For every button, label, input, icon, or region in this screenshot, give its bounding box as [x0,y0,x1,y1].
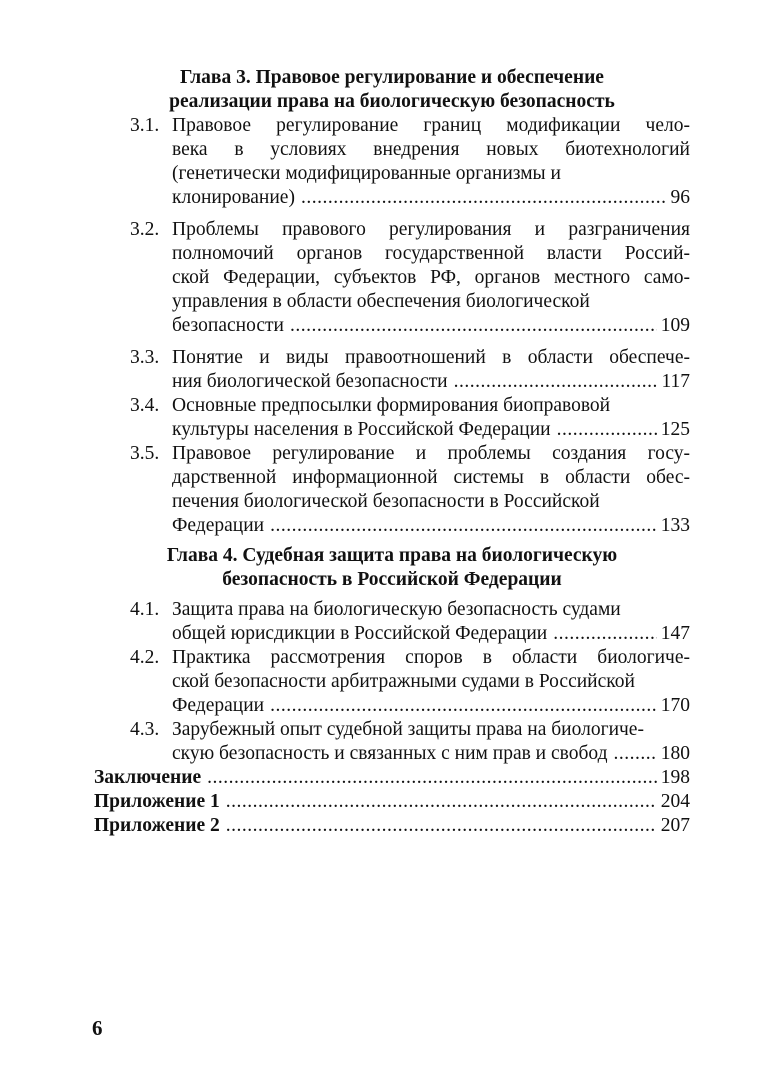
entry-text-last: Федерации [172,515,265,536]
entry-line [94,814,690,838]
entry-number: 3.3. [130,347,160,368]
entry-last-line [172,370,690,394]
entry-number: 3.5. [130,443,160,464]
entry-text-line: печения биологической безопасности в Российской [172,491,600,512]
chapter-3-heading [94,66,690,114]
entry-text-line: дарственной информационной системы в области обес- [172,467,690,488]
entry-text-line: Понятие и виды правоотношений в области обеспече- [172,347,690,368]
entry-text-last: Федерации [172,695,265,716]
dot-leader [553,622,657,646]
entry-page-number: 204 [660,791,690,812]
toc-entry-appendix-1[interactable] [94,790,690,814]
entry-text-last: клонирование) [172,187,295,208]
entry-number: 3.4. [130,395,160,416]
entry-title: Заключение [94,767,202,788]
entry-last-line [172,514,690,538]
entry-line [94,790,690,814]
page-number: 6 [92,1016,103,1040]
entry-text-last: скую безопасность и связанных с ним прав и свобод [172,743,608,764]
entry-text-line: Правовое регулирование и проблемы создания госу- [172,443,690,464]
entry-text-line: управления в области обеспечения биологической [172,291,590,312]
dot-leader [226,790,657,814]
entry-page-number: 147 [660,623,690,644]
entry-text-last: общей юрисдикции в Российской Федерации [172,623,548,644]
dot-leader [270,694,657,718]
entry-text-line: века в условиях внедрения новых биотехнологий [172,139,690,160]
entry-last-line [172,742,690,766]
entry-last-line [172,694,690,718]
dot-leader [226,814,657,838]
toc-entry-appendix-2[interactable] [94,814,690,838]
entry-text-line: Основные предпосылки формирования биоправовой [172,395,611,416]
entry-page-number: 133 [660,515,690,536]
entry-page-number: 117 [661,371,690,392]
dot-leader [270,514,657,538]
entry-text-line: полномочий органов государственной власти Россий- [172,243,690,264]
dot-leader [614,742,657,766]
entry-number: 4.2. [130,647,160,668]
chapter-heading-line: Глава 3. Правовое регулирование и обеспечение [180,67,604,88]
entry-page-number: 125 [660,419,690,440]
entry-text-line: ской безопасности арбитражными судами в Российской [172,671,635,692]
chapter-heading-line: Глава 4. Судебная защита права на биологическую [166,545,618,566]
entry-text-last: культуры населения в Российской Федерации [172,419,551,440]
dot-leader [301,186,667,210]
entry-text-line: (генетически модифицированные организмы и [172,163,561,184]
chapter-heading-line: реализации права на биологическую безопасность [169,91,615,112]
entry-last-line [172,186,690,210]
entry-title: Приложение 1 [94,791,220,812]
chapter-4-heading [94,544,690,592]
entry-text-last: безопасности [172,315,284,336]
entry-last-line [172,622,690,646]
entry-last-line [172,418,690,442]
entry-title: Приложение 2 [94,815,220,836]
entry-page-number: 198 [660,767,690,788]
entry-line [94,766,690,790]
entry-number: 3.1. [130,115,160,136]
entry-number: 4.3. [130,719,160,740]
dot-leader [290,314,657,338]
entry-page-number: 207 [660,815,690,836]
entry-text-line: Зарубежный опыт судебной защиты права на биологиче- [172,719,644,740]
entry-page-number: 96 [670,187,690,208]
entry-text-line: Правовое регулирование границ модификации чело- [172,115,690,136]
toc-entry-conclusion[interactable] [94,766,690,790]
dot-leader [207,766,657,790]
entry-text-line: Защита права на биологическую безопасность судами [172,599,621,620]
dot-leader [557,418,657,442]
entry-text-line: Проблемы правового регулирования и разграничения [172,219,690,240]
entry-last-line [172,314,690,338]
entry-number: 4.1. [130,599,160,620]
entry-text-line: Практика рассмотрения споров в области биологиче- [172,647,690,668]
entry-page-number: 109 [660,315,690,336]
entry-text-line: ской Федерации, субъектов РФ, органов местного само- [172,267,690,288]
entry-text-last: ния биологической безопасности [172,371,448,392]
entry-page-number: 180 [660,743,690,764]
dot-leader [454,370,658,394]
chapter-heading-line: безопасность в Российской Федерации [222,569,562,590]
entry-number: 3.2. [130,219,160,240]
entry-page-number: 170 [660,695,690,716]
